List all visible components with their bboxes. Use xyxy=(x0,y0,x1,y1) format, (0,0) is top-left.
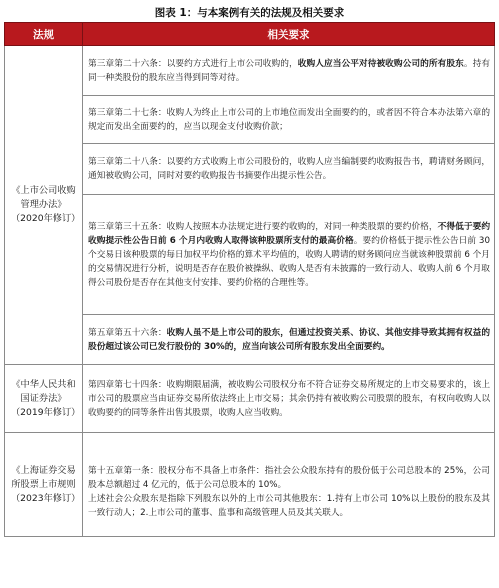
requirement-emphasis: 收购人应当公平对待被收购公司的所有股东 xyxy=(297,58,464,69)
requirement-emphasis: 不得低于要约收购提示性公告日前 6 个月内收购人取得该种股票所支付的最高价格 xyxy=(88,221,491,246)
requirement-text: 第三章第二十六条：以要约方式进行上市公司收购的， xyxy=(88,58,298,69)
requirement-text: 第五章第五十六条： xyxy=(88,327,167,338)
table-row xyxy=(5,46,495,96)
table-header-row xyxy=(5,23,495,46)
table-row xyxy=(5,433,495,537)
law-name: 《上市公司收购管理办法》（2020年修订） xyxy=(5,46,83,365)
law-name: 《上海证券交易所股票上市规则（2023年修订） xyxy=(5,433,83,537)
requirement-text: 第四章第七十四条：收购期限届满，被收购公司股权分布不符合证券交易所规定的上市交易要求的，该上市公司的股票应当由证券交易所依法终止上市交易；其余仍持有被收购公司股票的股东，有权向收购人以收购要约的同等条件出售其股票，收购人应当收购。 xyxy=(88,379,490,418)
requirement-text: 第三章第二十八条：以要约方式收购上市公司股份的，收购人应当编制要约收购报告书，聘请财务顾问，通知被收购公司，同时对要约收购报告书摘要作出提示性公告。 xyxy=(88,157,490,181)
requirement-cell xyxy=(83,46,495,96)
requirement-text: 。持有同一种类股份的股东应当得到同等对待。 xyxy=(88,58,491,83)
requirement-text: 第三章第三十五条：收购人按照本办法规定进行要约收购的，对同一种类股票的要约价格， xyxy=(88,221,438,232)
requirement-cell xyxy=(83,315,495,365)
requirement-cell xyxy=(83,144,495,195)
requirement-text: 。要约价格低于提示性公告日前 30 个交易日该种股票的每日加权平均价格的算术平均值的，收购人聘请的财务顾问应当就该种股票前 6 个月的交易情况进行分析，说明是否存在股价被操纵、收购人是否有未披露的一致行动人、收购人前 6 个月取得公司股份是否存在其他支付安排、要约价格的合理性等。 xyxy=(88,235,490,288)
requirement-cell xyxy=(83,96,495,144)
requirement-cell xyxy=(83,365,495,433)
regulations-table xyxy=(4,22,495,537)
law-name: 《中华人民共和国证券法》（2019年修订） xyxy=(5,365,83,433)
requirement-text: 第三章第二十七条：收购人为终止上市公司的上市地位而发出全面要约的，或者因不符合本办法第六章的规定而发出全面要约的，应当以现金支付收购价款； xyxy=(88,107,490,132)
header-law: 法规 xyxy=(5,23,83,46)
requirement-text: 第十五章第一条：股权分布不具备上市条件：指社会公众股东持有的股份低于公司总股本的 25%，公司股本总额超过 4 亿元的，低于公司总股本的 10%。 上述社会公众股东是指除下列股东以外的上市公司其他股东：1.持有上市公司 10%以上股份的股东及其一致行动人；2.上市公司的董事、监事和高级管理人员及其关联人。 xyxy=(88,465,490,518)
table-caption: 图表 1：与本案例有关的法规及相关要求 xyxy=(154,7,345,19)
requirement-cell xyxy=(83,195,495,315)
table-row xyxy=(5,365,495,433)
header-requirements: 相关要求 xyxy=(83,23,495,46)
requirement-emphasis: 收购人虽不是上市公司的股东，但通过投资关系、协议、其他安排导致其拥有权益的股份超过该公司已发行股份的 30%的，应当向该公司所有股东发出全面要约。 xyxy=(88,327,491,352)
requirement-cell xyxy=(83,433,495,537)
